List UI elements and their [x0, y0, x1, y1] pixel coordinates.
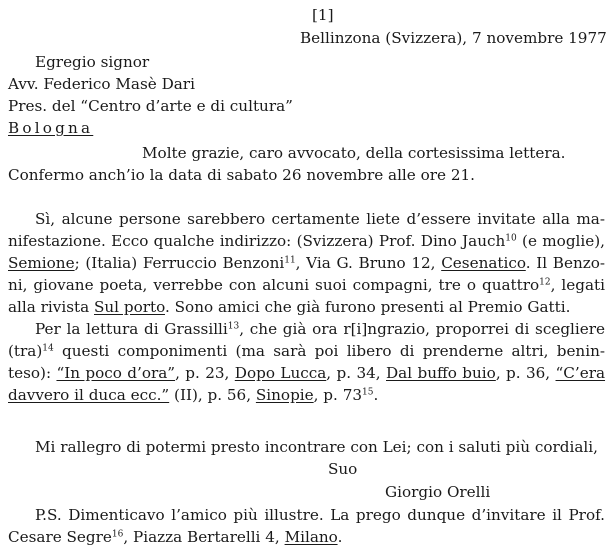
para1-line1: Molte grazie, caro avvocato, della cortesissima lettera. [142, 144, 566, 162]
para2-line4: ni, giovane poeta, verrebbe con alcuni suoi compagni, tre o quattro$^{12}$, legati [8, 276, 605, 294]
footnote-ref: 10 [505, 233, 517, 244]
place-semione: Semione [8, 254, 75, 272]
para2-line1: Sì, alcune persone sarebbero certamente liete d’essere invitate alla ma- [35, 210, 605, 228]
para3-line2: (tra)$^{14}$ questi componimenti (ma sarà poi libero di prenderne altri, benin- [8, 342, 605, 360]
para1-line2: Confermo anch’io la data di sabato 26 novembre alle ore 21. [8, 166, 475, 184]
signature: Giorgio Orelli [385, 483, 491, 501]
footnote-ref: 16 [111, 529, 124, 540]
poem-title: Dal buffo buio [386, 364, 496, 382]
place-date: Bellinzona (Svizzera), 7 novembre 1977 [300, 29, 607, 47]
recipient-name: Avv. Federico Masè Dari [8, 75, 195, 93]
journal-title: Sul porto [94, 298, 165, 316]
para2-line3: Semione; (Italia) Ferruccio Benzoni$^{11}$, Via G. Bruno 12, Cesenatico. Il Benzo- [8, 254, 606, 272]
poem-title: “In poco d’ora” [56, 364, 176, 382]
recipient-city: Bologna [8, 119, 94, 137]
poem-title: Sinopie [255, 386, 314, 404]
place-cesenatico: Cesenatico [441, 254, 526, 272]
footnote-ref: 14 [42, 343, 54, 354]
footnote-ref: 13 [227, 321, 240, 332]
para3-line1: Per la lettura di Grassilli$^{13}$, che già ora r[i]ngrazio, proporrei di scegliere [35, 320, 605, 338]
para2-line5: alla rivista Sul porto. Sono amici che già furono presenti al Premio Gatti. [8, 298, 571, 316]
closing-line: Mi rallegro di potermi presto incontrare con Lei; con i saluti più cordiali, [35, 438, 598, 456]
footnote-ref: 11 [284, 255, 296, 266]
footnote-ref: 12 [539, 277, 551, 288]
ps-line2: Cesare Segre$^{16}$, Piazza Bertarelli 4, Milano. [8, 528, 343, 546]
poem-title: “C’era [555, 364, 606, 382]
para2-line2: nifestazione. Ecco qualche indirizzo: (Svizzera) Prof. Dino Jauch$^{10}$ (e moglie), [8, 232, 605, 250]
place-milano: Milano [284, 528, 338, 546]
ps-line1: P.S. Dimenticavo l’amico più illustre. La prego dunque d’invitare il Prof. [35, 506, 605, 524]
poem-title: Dopo Lucca [234, 364, 327, 382]
poem-title: davvero il duca ecc.” [8, 386, 170, 404]
salutation: Egregio signor [35, 53, 150, 71]
footnote-ref: 15 [362, 387, 374, 398]
recipient-role: Pres. del “Centro d’arte e di cultura” [8, 97, 293, 115]
para3-line4: davvero il duca ecc.” (II), p. 56, Sinopie, p. $73^{15}$. [8, 386, 379, 404]
closing-suo: Suo [328, 460, 358, 478]
para3-line3: teso): “In poco d’ora”, p. 23, Dopo Lucca, p. 34, Dal buffo buio, p. 36, “C’era [8, 364, 606, 382]
letter-number: [1] [312, 6, 334, 24]
